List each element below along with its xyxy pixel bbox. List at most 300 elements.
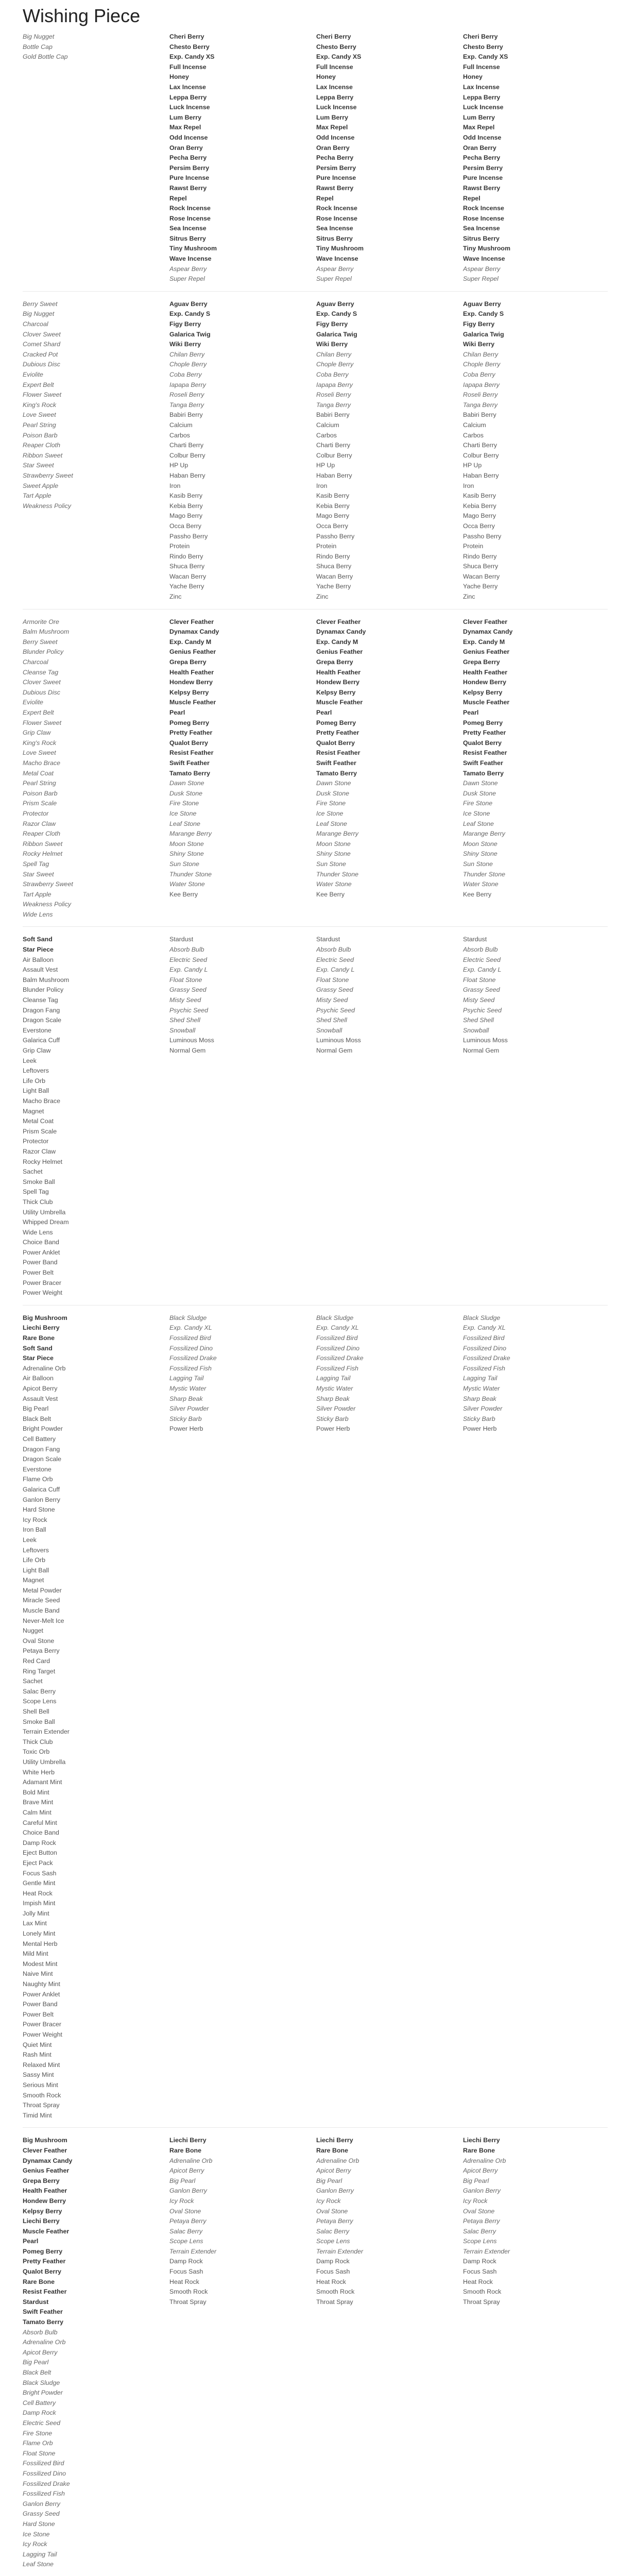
- item-column: [463, 32, 609, 284]
- item-name: Air Balloon: [23, 1375, 54, 1382]
- item-name: Damp Rock: [169, 2258, 203, 2265]
- item-name: Leek: [23, 1536, 37, 1544]
- item-name: Repel: [316, 194, 334, 202]
- item-name: Sharp Beak: [316, 1395, 350, 1402]
- item-name: Kelpsy Berry: [23, 2207, 62, 2215]
- item-name: Iron: [463, 482, 474, 489]
- item-name: Wiki Berry: [169, 341, 201, 348]
- item-name: Kasib Berry: [463, 492, 496, 500]
- item-name: Exp. Candy M: [316, 638, 358, 646]
- item-name: Pomeg Berry: [316, 719, 356, 726]
- item-name: Black Sludge: [316, 1314, 354, 1321]
- item-name: Berry Sweet: [23, 300, 58, 308]
- item-name: Power Herb: [316, 1425, 350, 1433]
- item-name: Rock Incense: [169, 205, 211, 212]
- item-name: Clover Sweet: [23, 679, 61, 686]
- item-name: Galarica Cuff: [23, 1037, 60, 1044]
- item-name: Galarica Twig: [169, 330, 211, 338]
- item-name: Heat Rock: [316, 2278, 346, 2285]
- item-name: Galarica Cuff: [23, 1485, 60, 1493]
- item-name: Damp Rock: [23, 1839, 56, 1846]
- item-name: Occa Berry: [316, 522, 348, 530]
- item-name: Stardust: [316, 936, 340, 943]
- item-name: Luminous Moss: [316, 1037, 361, 1044]
- item-name: Electric Seed: [23, 2419, 61, 2427]
- item-name: Protector: [23, 809, 49, 817]
- item-name: Liechi Berry: [23, 2217, 60, 2225]
- item-name: Qualot Berry: [463, 739, 502, 747]
- item-name: Galarica Twig: [316, 330, 357, 338]
- item-name: Ganlon Berry: [463, 2187, 501, 2195]
- item-name: Tanga Berry: [169, 401, 204, 409]
- item-name: Leppa Berry: [169, 93, 207, 101]
- item-name: Tanga Berry: [463, 401, 498, 409]
- item-name: Terrain Extender: [23, 1728, 70, 1736]
- item-name: Shuca Berry: [169, 563, 205, 570]
- item-name: Charcoal: [23, 658, 48, 666]
- item-name: Genius Feather: [23, 2167, 70, 2175]
- item-name: Thick Club: [23, 1738, 53, 1745]
- item-column: [23, 32, 168, 284]
- item-name: Wide Lens: [23, 1228, 53, 1236]
- item-name: Pearl String: [23, 421, 56, 429]
- item-name: Resist Feather: [463, 749, 507, 757]
- item-name: Swift Feather: [169, 759, 210, 767]
- item-name: Everstone: [23, 1465, 52, 1473]
- item-name: Black Sludge: [169, 1314, 207, 1321]
- item-name: Roseli Berry: [169, 391, 204, 399]
- item-name: Fossilized Fish: [169, 1364, 212, 1372]
- item-name: Pretty Feather: [169, 729, 213, 737]
- item-name: Apicot Berry: [23, 2348, 58, 2356]
- item-name: Shiny Stone: [316, 850, 351, 858]
- item-name: Rash Mint: [23, 2051, 52, 2059]
- item-column: [169, 935, 315, 1298]
- item-name: Power Herb: [463, 1425, 497, 1433]
- item-name: Big Pearl: [23, 2359, 49, 2366]
- item-name: Exp. Candy L: [316, 966, 355, 974]
- item-name: Naive Mint: [23, 1970, 53, 1978]
- item-name: Heat Rock: [169, 2278, 199, 2285]
- item-name: Balm Mushroom: [23, 628, 70, 636]
- item-name: Scope Lens: [316, 2238, 350, 2245]
- item-name: Terrain Extender: [169, 2247, 217, 2255]
- item-name: Oval Stone: [316, 2207, 348, 2215]
- item-name: Pomeg Berry: [463, 719, 503, 726]
- item-name: Chesto Berry: [316, 43, 356, 50]
- item-name: Resist Feather: [316, 749, 360, 757]
- item-name: Fossilized Dino: [23, 2469, 66, 2477]
- item-name: Resist Feather: [169, 749, 214, 757]
- item-name: Thunder Stone: [316, 870, 358, 878]
- item-name: Terrain Extender: [463, 2247, 510, 2255]
- item-name: Eviolite: [23, 371, 43, 378]
- item-name: Coba Berry: [463, 371, 495, 378]
- item-name: Eviolite: [23, 699, 43, 706]
- item-name: Misty Seed: [316, 996, 348, 1004]
- item-name: Blunder Policy: [23, 648, 64, 656]
- item-name: Babiri Berry: [463, 411, 496, 419]
- item-name: Resist Feather: [23, 2288, 67, 2296]
- item-name: Exp. Candy L: [463, 966, 502, 974]
- item-name: Health Feather: [316, 668, 361, 676]
- item-name: Shiny Stone: [169, 850, 204, 858]
- item-name: Grepa Berry: [169, 658, 207, 666]
- item-name: Muscle Feather: [316, 699, 363, 706]
- item-name: Lum Berry: [169, 113, 201, 121]
- item-name: Apicot Berry: [463, 2167, 498, 2175]
- item-column: [23, 935, 168, 1298]
- item-name: Smooth Rock: [316, 2288, 355, 2296]
- item-column: [169, 32, 315, 284]
- item-name: Passho Berry: [463, 532, 502, 540]
- item-name: Kee Berry: [169, 890, 198, 898]
- item-name: Pearl String: [23, 779, 56, 787]
- item-name: Exp. Candy XS: [316, 53, 362, 61]
- item-name: Grepa Berry: [316, 658, 353, 666]
- item-name: Poison Barb: [23, 431, 58, 439]
- item-name: Petaya Berry: [316, 2217, 353, 2225]
- item-name: Mago Berry: [463, 512, 496, 520]
- item-name: Repel: [463, 194, 480, 202]
- item-name: Dragon Scale: [23, 1455, 62, 1463]
- item-name: Black Belt: [23, 2369, 52, 2376]
- item-name: Quiet Mint: [23, 2041, 52, 2048]
- item-name: Poison Barb: [23, 789, 58, 797]
- item-name: Absorb Bulb: [169, 946, 204, 954]
- item-name: Dubious Disc: [23, 688, 60, 696]
- item-name: Macho Brace: [23, 759, 61, 767]
- item-name: Psychic Seed: [463, 1006, 502, 1014]
- item-name: Persim Berry: [169, 164, 210, 172]
- item-name: Heat Rock: [23, 1889, 53, 1897]
- item-name: Adrenaline Orb: [316, 2157, 359, 2164]
- item-name: Thunder Stone: [463, 870, 505, 878]
- item-name: Expert Belt: [23, 709, 54, 716]
- item-name: Rindo Berry: [463, 552, 497, 560]
- item-name: HP Up: [463, 462, 482, 469]
- item-name: Kelpsy Berry: [169, 688, 209, 696]
- item-name: Sitrus Berry: [169, 234, 206, 242]
- item-name: Odd Incense: [316, 133, 355, 141]
- item-name: Float Stone: [23, 2449, 56, 2457]
- item-name: Focus Sash: [23, 1869, 57, 1877]
- item-name: Oran Berry: [169, 144, 203, 151]
- item-name: Light Ball: [23, 1566, 49, 1574]
- item-name: Grassy Seed: [169, 986, 207, 994]
- item-name: Ganlon Berry: [23, 1496, 61, 1503]
- item-section: [23, 926, 608, 1298]
- item-name: Utility Umbrella: [23, 1208, 66, 1216]
- item-name: Bottle Cap: [23, 43, 53, 50]
- item-name: Rose Incense: [316, 214, 357, 222]
- item-column: [316, 32, 462, 284]
- item-name: Rawst Berry: [316, 184, 354, 192]
- item-name: Moon Stone: [316, 840, 351, 848]
- item-name: Razor Claw: [23, 820, 56, 827]
- page-title: Wishing Piece: [23, 5, 141, 26]
- item-name: Protein: [463, 543, 484, 550]
- item-name: Icy Rock: [169, 2197, 194, 2205]
- item-name: Pecha Berry: [463, 154, 501, 162]
- item-name: Power Band: [23, 1259, 58, 1266]
- item-name: Rock Incense: [316, 205, 357, 212]
- item-name: Haban Berry: [316, 471, 352, 479]
- item-name: Icy Rock: [23, 2540, 47, 2548]
- item-name: Eject Button: [23, 1849, 57, 1857]
- item-name: Mystic Water: [463, 1385, 500, 1392]
- item-name: Tamato Berry: [463, 769, 504, 777]
- item-name: Max Repel: [316, 124, 348, 131]
- item-name: Adrenaline Orb: [23, 2338, 66, 2346]
- item-name: Passho Berry: [169, 532, 208, 540]
- item-name: Carbos: [316, 431, 337, 439]
- item-name: Petaya Berry: [169, 2217, 207, 2225]
- item-name: Mystic Water: [169, 1385, 207, 1392]
- item-name: Star Piece: [23, 1354, 54, 1362]
- item-name: Kee Berry: [316, 890, 345, 898]
- item-name: Occa Berry: [169, 522, 201, 530]
- item-name: Tiny Mushroom: [463, 245, 511, 252]
- item-name: Ice Stone: [23, 2530, 50, 2538]
- item-name: Mental Herb: [23, 1940, 58, 1947]
- item-name: Fire Stone: [463, 800, 493, 807]
- item-name: Dawn Stone: [316, 779, 351, 787]
- item-name: Absorb Bulb: [463, 946, 498, 954]
- item-name: Figy Berry: [316, 320, 348, 328]
- item-name: Icy Rock: [23, 1516, 47, 1523]
- item-name: Pretty Feather: [463, 729, 506, 737]
- item-name: Lum Berry: [316, 113, 348, 121]
- item-name: Macho Brace: [23, 1097, 61, 1105]
- item-column: [463, 1313, 609, 2121]
- item-name: Big Pearl: [169, 2177, 196, 2184]
- item-name: Comet Shard: [23, 341, 61, 348]
- item-name: Genius Feather: [463, 648, 510, 656]
- item-name: Leppa Berry: [316, 93, 354, 101]
- item-name: Coba Berry: [169, 371, 202, 378]
- item-name: Big Pearl: [23, 1405, 49, 1413]
- item-name: Throat Spray: [23, 2102, 60, 2109]
- item-name: Stardust: [169, 936, 194, 943]
- item-name: Kebia Berry: [463, 502, 496, 510]
- item-name: Rare Bone: [316, 2146, 348, 2154]
- item-name: Aguav Berry: [169, 300, 208, 308]
- item-name: Lagging Tail: [23, 2550, 57, 2558]
- item-name: Strawberry Sweet: [23, 471, 73, 479]
- item-name: Rare Bone: [23, 2278, 55, 2285]
- item-name: Adrenaline Orb: [169, 2157, 213, 2164]
- item-name: Hondew Berry: [316, 679, 359, 686]
- item-name: Float Stone: [169, 976, 202, 984]
- item-name: Snowball: [316, 1026, 342, 1034]
- item-name: Ganlon Berry: [23, 2500, 61, 2507]
- item-name: Liechi Berry: [169, 2137, 207, 2144]
- item-name: Wiki Berry: [463, 341, 495, 348]
- item-name: Power Bracer: [23, 1279, 62, 1286]
- item-name: Marange Berry: [169, 830, 212, 838]
- item-name: Thunder Stone: [169, 870, 212, 878]
- item-name: Dynamax Candy: [23, 2157, 73, 2164]
- item-name: Occa Berry: [463, 522, 495, 530]
- item-sections: [23, 32, 608, 2570]
- item-name: Absorb Bulb: [23, 2328, 58, 2336]
- item-name: Stardust: [23, 2298, 49, 2306]
- item-name: Calm Mint: [23, 1808, 52, 1816]
- item-name: Sticky Barb: [463, 1415, 495, 1422]
- item-column: [316, 2136, 462, 2570]
- item-name: Aspear Berry: [463, 265, 501, 273]
- item-name: Big Pearl: [316, 2177, 342, 2184]
- item-name: Apicot Berry: [169, 2167, 204, 2175]
- item-name: Cell Battery: [23, 2399, 56, 2406]
- item-name: Shuca Berry: [316, 563, 352, 570]
- item-name: Rindo Berry: [169, 552, 203, 560]
- item-name: Relaxed Mint: [23, 2061, 60, 2069]
- item-name: Rare Bone: [23, 1334, 55, 1342]
- item-name: Pomeg Berry: [23, 2247, 63, 2255]
- item-name: Full Incense: [169, 63, 207, 71]
- item-name: Pure Incense: [463, 174, 503, 182]
- item-name: Hard Stone: [23, 2520, 55, 2528]
- item-name: Yache Berry: [463, 583, 498, 590]
- item-name: Pomeg Berry: [169, 719, 210, 726]
- item-name: Full Incense: [316, 63, 353, 71]
- item-name: Luminous Moss: [169, 1037, 214, 1044]
- item-name: Fire Stone: [316, 800, 346, 807]
- item-name: Tiny Mushroom: [316, 245, 364, 252]
- item-name: Liechi Berry: [316, 2137, 353, 2144]
- item-name: Apicot Berry: [316, 2167, 351, 2175]
- item-name: Pearl: [316, 709, 332, 716]
- item-name: Leaf Stone: [463, 820, 494, 827]
- item-name: Clever Feather: [23, 2146, 67, 2154]
- item-name: Star Sweet: [23, 462, 54, 469]
- item-name: Adamant Mint: [23, 1778, 62, 1786]
- item-name: Life Orb: [23, 1077, 46, 1084]
- item-name: Soft Sand: [23, 1344, 53, 1352]
- item-column: [463, 299, 609, 602]
- item-name: Reaper Cloth: [23, 442, 61, 449]
- item-name: Exp. Candy S: [169, 310, 211, 318]
- item-name: Pecha Berry: [316, 154, 354, 162]
- item-name: Shuca Berry: [463, 563, 499, 570]
- item-name: Absorb Bulb: [316, 946, 351, 954]
- item-name: Psychic Seed: [169, 1006, 209, 1014]
- item-name: Eject Pack: [23, 1859, 53, 1867]
- item-section: [23, 609, 608, 920]
- item-name: Metal Coat: [23, 769, 54, 777]
- item-name: Oran Berry: [463, 144, 496, 151]
- item-column: [169, 1313, 315, 2121]
- item-name: Pretty Feather: [23, 2258, 66, 2265]
- item-name: Prism Scale: [23, 1127, 57, 1135]
- item-name: Qualot Berry: [169, 739, 209, 747]
- item-name: Black Belt: [23, 1415, 52, 1422]
- item-name: Fossilized Fish: [23, 2490, 65, 2498]
- item-name: Grassy Seed: [316, 986, 353, 994]
- item-name: Sassy Mint: [23, 2071, 54, 2079]
- item-name: Prism Scale: [23, 800, 57, 807]
- item-name: Swift Feather: [316, 759, 356, 767]
- item-name: Mago Berry: [316, 512, 350, 520]
- item-name: Wacan Berry: [316, 572, 353, 580]
- item-name: Ice Stone: [463, 809, 490, 817]
- item-name: Tamato Berry: [316, 769, 357, 777]
- item-name: Clever Feather: [463, 618, 508, 625]
- item-name: Carbos: [463, 431, 484, 439]
- item-name: Aguav Berry: [316, 300, 354, 308]
- item-name: Super Repel: [463, 275, 499, 283]
- item-name: Zinc: [169, 593, 182, 601]
- item-name: Iapapa Berry: [463, 381, 500, 388]
- item-name: Air Balloon: [23, 956, 54, 963]
- item-name: Figy Berry: [169, 320, 201, 328]
- item-name: Shed Shell: [169, 1016, 200, 1024]
- item-name: Cheri Berry: [463, 33, 498, 40]
- item-name: Snowball: [463, 1026, 489, 1034]
- item-name: Pearl: [463, 709, 479, 716]
- item-name: Kebia Berry: [169, 502, 203, 510]
- item-name: Exp. Candy M: [463, 638, 505, 646]
- item-name: Pure Incense: [169, 174, 210, 182]
- item-name: Calcium: [169, 421, 193, 429]
- item-name: Dusk Stone: [169, 789, 203, 797]
- item-name: Dragon Fang: [23, 1445, 60, 1453]
- item-column: [316, 299, 462, 602]
- item-name: Fossilized Fish: [463, 1364, 505, 1372]
- item-name: Normal Gem: [169, 1047, 206, 1054]
- item-name: Assault Vest: [23, 966, 58, 974]
- item-name: Lum Berry: [463, 113, 495, 121]
- item-name: Love Sweet: [23, 411, 56, 419]
- item-name: Whipped Dream: [23, 1218, 69, 1226]
- item-name: Babiri Berry: [316, 411, 350, 419]
- item-name: Spell Tag: [23, 1188, 49, 1196]
- item-name: Careful Mint: [23, 1819, 57, 1826]
- item-name: Zinc: [316, 593, 329, 601]
- item-name: Persim Berry: [316, 164, 356, 172]
- item-section: [23, 291, 608, 602]
- item-name: Muscle Band: [23, 1607, 60, 1615]
- item-name: Leaf Stone: [23, 2561, 54, 2568]
- item-name: Super Repel: [169, 275, 205, 283]
- item-name: Chilan Berry: [316, 350, 352, 358]
- item-name: Black Sludge: [23, 2379, 60, 2386]
- item-name: Fossilized Dino: [169, 1344, 213, 1352]
- item-name: Colbur Berry: [463, 451, 499, 459]
- item-name: Ganlon Berry: [316, 2187, 354, 2195]
- item-name: Leaf Stone: [316, 820, 347, 827]
- item-name: Max Repel: [463, 124, 495, 131]
- item-name: Swift Feather: [463, 759, 503, 767]
- item-name: Sun Stone: [169, 860, 199, 868]
- item-name: Blunder Policy: [23, 986, 64, 994]
- item-name: Black Sludge: [463, 1314, 501, 1321]
- item-name: Strawberry Sweet: [23, 880, 73, 888]
- item-name: Roseli Berry: [463, 391, 498, 399]
- item-name: Mystic Water: [316, 1385, 353, 1392]
- item-section: [23, 32, 608, 284]
- item-name: Armorite Ore: [23, 618, 59, 625]
- item-name: Bold Mint: [23, 1788, 49, 1796]
- item-name: Super Repel: [316, 275, 352, 283]
- item-name: Roseli Berry: [316, 391, 351, 399]
- item-name: Assault Vest: [23, 1395, 58, 1402]
- item-name: Colbur Berry: [316, 451, 352, 459]
- item-name: Luck Incense: [169, 104, 210, 111]
- item-name: Icy Rock: [316, 2197, 341, 2205]
